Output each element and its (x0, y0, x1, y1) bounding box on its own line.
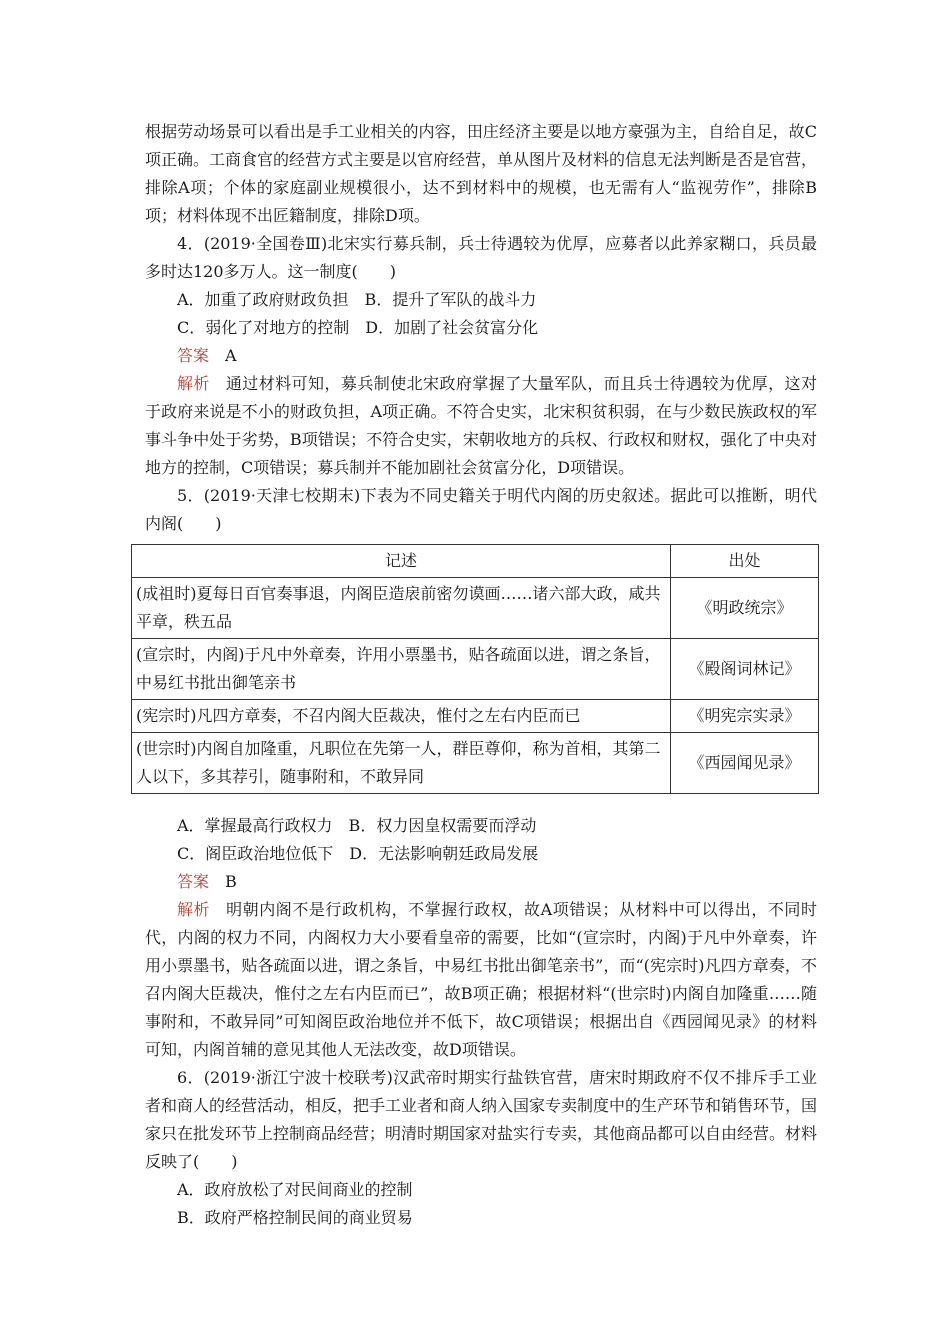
q5-options-ab: A．掌握最高行政权力 B．权力因皇权需要而浮动 (177, 816, 537, 835)
table-header-record: 记述 (132, 545, 671, 578)
q4-stem: 4．(2019·全国卷Ⅲ)北宋实行募兵制，兵士待遇较为优厚，应募者以此养家糊口，兵员最多时达120多万人。这一制度( ) (145, 234, 817, 281)
q5-stem: 5．(2019·天津七校期末)下表为不同史籍关于明代内阁的历史叙述。据此可以推断，明代内阁( ) (145, 486, 817, 533)
q4-analysis-text: 通过材料可知，募兵制使北宋政府掌握了大量军队，而且兵士待遇较为优厚，这对于政府来说是不小的财政负担，A项正确。不符合史实，北宋积贫积弱，在与少数民族政权的军事斗争中处于劣势，B项错误；不符合史实，宋朝收地方的兵权、行政权和财权，强化了中央对地方的控制，C项错误；募兵制并不能加剧社会贫富分化，D项错误。 (145, 374, 817, 477)
q4-answer-value: A (225, 346, 237, 365)
q5-analysis-label: 解析 (177, 900, 211, 919)
q5-options-cd: C．阁臣政治地位低下 D．无法影响朝廷政局发展 (177, 844, 539, 863)
q6-option-b: B．政府严格控制民间的商业贸易 (177, 1208, 413, 1227)
q4-analysis-label: 解析 (177, 374, 210, 393)
q5-history-table (131, 544, 819, 794)
table-row (132, 700, 819, 733)
q4-options-ab: A．加重了政府财政负担 B．提升了军队的战斗力 (177, 290, 537, 309)
table-row (132, 639, 819, 700)
intro-paragraph: 根据劳动场景可以看出是手工业相关的内容，田庄经济主要是以地方豪强为主，自给自足，故C项正确。工商食官的经营方式主要是以官府经营，单从图片及材料的信息无法判断是否是官营，排除A项；个体的家庭副业规模很小，达不到材料中的规模，也无需有人“监视劳作”，排除B项；材料体现不出匠籍制度，排除D项。 (145, 122, 818, 225)
q4-options-cd: C．弱化了对地方的控制 D．加剧了社会贫富分化 (177, 318, 539, 337)
table-header-source: 出处 (671, 545, 819, 578)
table-row (132, 733, 819, 794)
document-content (136, 118, 818, 1232)
table-cell-source: 《西园闻见录》 (671, 733, 819, 794)
table-cell-record: (成祖时)夏每日百官奏事退，内阁臣造扆前密勿谟画……诸六部大政，咸共平章，秩五品 (132, 578, 671, 639)
table-cell-source: 《殿阁词林记》 (671, 639, 819, 700)
q5-answer-value: B (225, 872, 237, 891)
table-cell-record: (世宗时)内阁自加隆重，凡职位在先第一人，群臣尊仰，称为首相，其第二人以下，多其荐引，随事附和，不敢异同 (132, 733, 671, 794)
table-row (132, 578, 819, 639)
q5-analysis (145, 896, 817, 1064)
q5-answer-label: 答案 (177, 872, 210, 891)
q6-option-a: A．政府放松了对民间商业的控制 (177, 1180, 413, 1199)
q5-answer-row (145, 868, 817, 896)
table-cell-record: (宣宗时，内阁)于凡中外章奏，许用小票墨书，贴各疏面以进，谓之条旨，中易红书批出御笔亲书 (132, 639, 671, 700)
q4-answer-label: 答案 (177, 346, 210, 365)
q6-stem: 6．(2019·浙江宁波十校联考)汉武帝时期实行盐铁官营，唐宋时期政府不仅不排斥手工业者和商人的经营活动，相反，把手工业者和商人纳入国家专卖制度中的生产环节和销售环节，国家只在批发环节上控制商品经营；明清时期国家对盐实行专卖，其他商品都可以自由经营。材料反映了( ) (145, 1068, 818, 1171)
table-cell-source: 《明政统宗》 (671, 578, 819, 639)
q5-analysis-text: 明朝内阁不是行政机构，不掌握行政权，故A项错误；从材料中可以得出，不同时代，内阁的权力不同，内阁权力大小要看皇帝的需要，比如“(宣宗时，内阁)于凡中外章奏，许用小票墨书，贴各疏面以进，谓之条旨，中易红书批出御笔亲书”，而“(宪宗时)凡四方章奏，不召内阁大臣裁决，惟付之左右内臣而已”，故B项正确；根据材料“(世宗时)内阁自加隆重……随事附和，不敢异同”可知阁臣政治地位并不低下，故C项错误；根据出自《西园闻见录》的材料可知，内阁首辅的意见其他人无法改变，故D项错误。 (145, 900, 817, 1059)
table-header-row (132, 545, 819, 578)
table-cell-source: 《明宪宗实录》 (671, 700, 819, 733)
q4-analysis (145, 370, 817, 482)
q4-answer-row (145, 342, 817, 370)
table-cell-record: (宪宗时)凡四方章奏，不召内阁大臣裁决，惟付之左右内臣而已 (132, 700, 671, 733)
